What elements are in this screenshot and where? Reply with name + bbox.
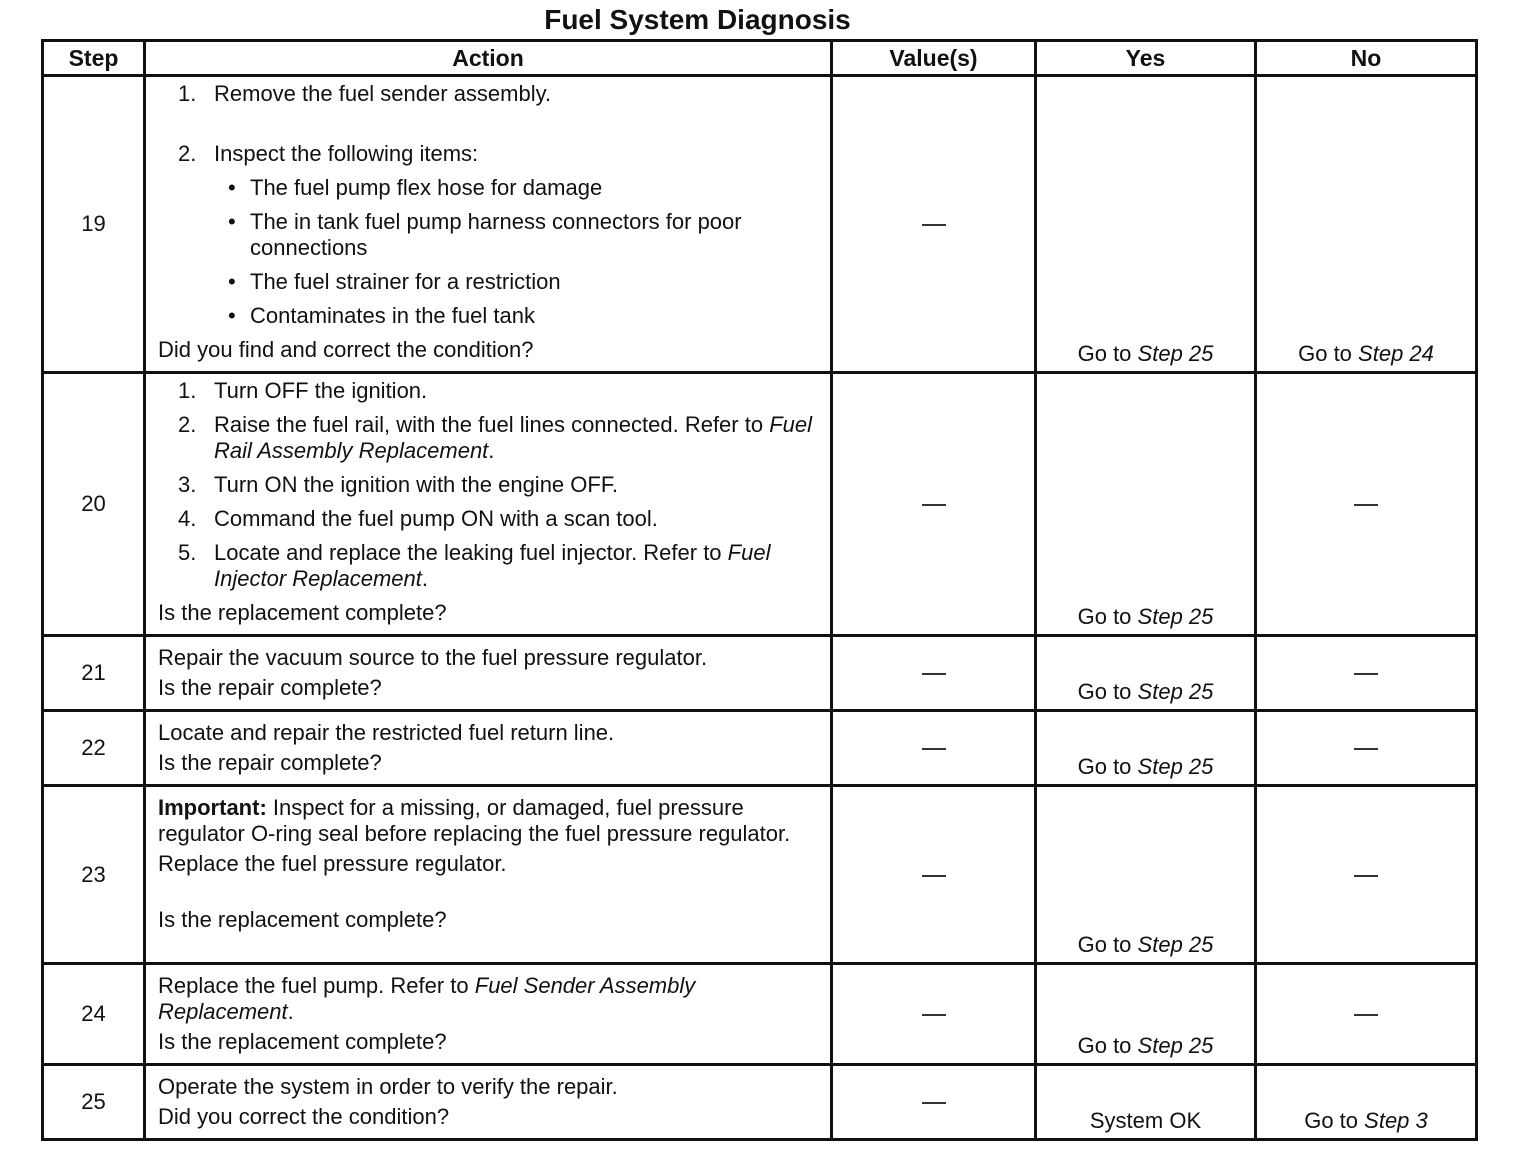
important-note: Important: Inspect for a missing, or damaged, fuel pressure regulator O-ring seal before replacing the fuel pressure regulator. [158,795,791,846]
table-row [43,373,1477,636]
dash-mark [922,1014,946,1016]
header-action: Action [145,41,832,76]
bullet-item: • Contaminates in the fuel tank [228,303,535,328]
question-text: Is the replacement complete? [158,907,447,932]
diagnosis-table [41,39,1478,1141]
yes-cell: Go to Step 25 [1036,76,1256,373]
header-step: Step [43,41,145,76]
question-text: Is the replacement complete? [158,1029,447,1054]
dash-mark [922,1102,946,1104]
action-cell: 1. Turn OFF the ignition. 2. Raise the fuel rail, with the fuel lines connected. Refer to Fuel Rail Assembly Replacement. 3. Turn ON the ignition with the engine OFF. 4. Command the fuel pump ON with a scan tool. 5. Locate and replace the leaking fuel injector. Refer to Fuel Injector Replacement. Is the replacement complete? [145,373,832,636]
step-number: 20 [43,373,145,636]
no-cell [1256,964,1477,1065]
header-row [43,41,1477,76]
value-cell [832,964,1036,1065]
table-row [43,711,1477,786]
item-number: 2. [178,141,197,166]
step-number: 24 [43,964,145,1065]
step-number: 25 [43,1065,145,1140]
no-cell [1256,636,1477,711]
step-number: 22 [43,711,145,786]
value-cell [832,786,1036,964]
step-number: 23 [43,786,145,964]
dash-mark [922,875,946,877]
item-text: Inspect the following items: [214,141,479,166]
dash-mark [1354,1014,1378,1016]
reference-link: Fuel Injector Replacement [214,540,771,591]
table-row [43,1065,1477,1140]
step-number: 21 [43,636,145,711]
header-yes: Yes [1036,41,1256,76]
action-cell: Replace the fuel pump. Refer to Fuel Sender Assembly Replacement. Is the replacement complete? [145,964,832,1065]
dash-mark [922,504,946,506]
dash-mark [922,673,946,675]
bullet-item: • The fuel pump flex hose for damage [228,175,603,200]
item-text: Remove the fuel sender assembly. [214,81,552,106]
yes-cell: Go to Step 25 [1036,964,1256,1065]
system-ok-text: System OK [1089,1108,1202,1133]
value-cell [832,711,1036,786]
yes-step-link: Step 25 [1137,1033,1214,1058]
action-cell: Operate the system in order to verify the repair. Did you correct the condition? [145,1065,832,1140]
yes-step-link: Step 25 [1137,604,1214,629]
no-cell: Go to Step 24 [1256,76,1477,373]
no-cell [1256,786,1477,964]
value-cell [832,1065,1036,1140]
step-number: 19 [43,76,145,373]
table-row [43,636,1477,711]
bullet-item: • The in tank fuel pump harness connectors for poor connections [228,209,742,260]
table-row [43,786,1477,964]
no-cell [1256,373,1477,636]
yes-step-link: Step 25 [1137,679,1214,704]
yes-step-link: Step 25 [1137,932,1214,957]
no-cell: Go to Step 3 [1256,1065,1477,1140]
dash-mark [922,748,946,750]
yes-cell [1036,1065,1256,1140]
table-row [43,76,1477,373]
yes-cell: Go to Step 25 [1036,711,1256,786]
yes-step-link: Step 25 [1137,754,1214,779]
table-row [43,964,1477,1065]
value-cell [832,636,1036,711]
question-text: Is the repair complete? [158,675,382,700]
page-title: Fuel System Diagnosis [544,4,851,35]
reference-link: Fuel Sender Assembly Replacement [158,973,696,1024]
dash-mark [1354,748,1378,750]
question-text: Is the replacement complete? [158,600,447,625]
item-number: 1. [178,81,197,106]
question-text: Did you correct the condition? [158,1104,450,1129]
action-cell: Repair the vacuum source to the fuel pressure regulator. Is the repair complete? [145,636,832,711]
bullet-item: • The fuel strainer for a restriction [228,269,561,294]
question-text: Is the repair complete? [158,750,382,775]
action-cell: Locate and repair the restricted fuel return line. Is the repair complete? [145,711,832,786]
yes-cell: Go to Step 25 [1036,636,1256,711]
no-step-link: Step 24 [1358,341,1434,366]
value-cell [832,76,1036,373]
action-cell: Important: Inspect for a missing, or damaged, fuel pressure regulator O-ring seal before replacing the fuel pressure regulator. Replace the fuel pressure regulator. Is the replacement complete? [145,786,832,964]
no-step-link: Step 3 [1364,1108,1428,1133]
no-cell [1256,711,1477,786]
action-cell [145,76,832,373]
yes-cell: Go to Step 25 [1036,373,1256,636]
value-cell [832,373,1036,636]
question-text: Did you find and correct the condition? [158,337,534,362]
dash-mark [1354,673,1378,675]
dash-mark [922,224,946,226]
header-values: Value(s) [832,41,1036,76]
dash-mark [1354,504,1378,506]
yes-step-link: Step 25 [1137,341,1214,366]
dash-mark [1354,875,1378,877]
yes-cell: Go to Step 25 [1036,786,1256,964]
header-no: No [1256,41,1477,76]
reference-link: Fuel Rail Assembly Replacement [214,412,812,463]
